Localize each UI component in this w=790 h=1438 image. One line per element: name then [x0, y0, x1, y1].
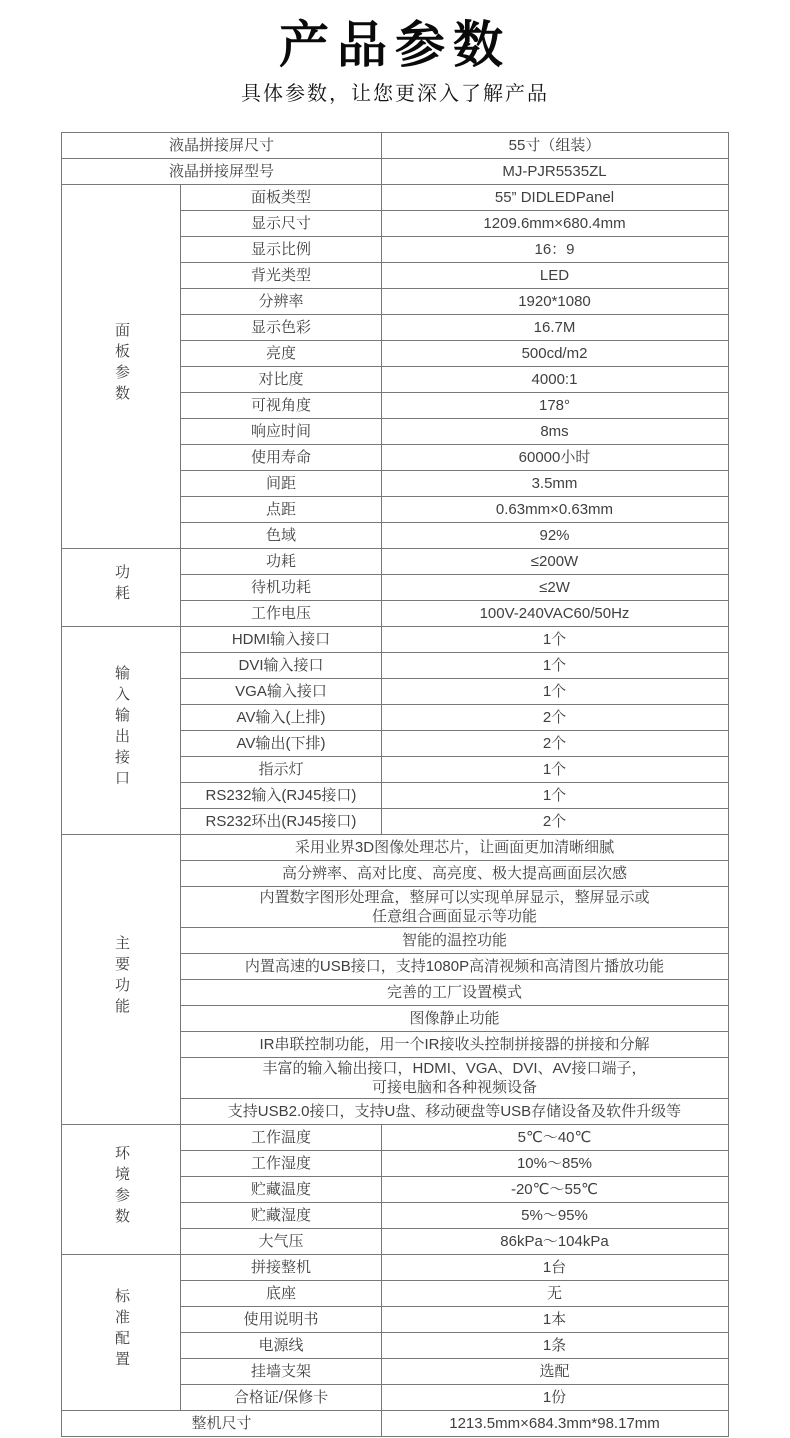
- table-row: [62, 1125, 728, 1151]
- param-value: 60000小时: [381, 445, 728, 471]
- feature-text: 图像静止功能: [181, 1006, 728, 1032]
- param-label: 工作电压: [181, 601, 381, 627]
- param-label: 响应时间: [181, 419, 381, 445]
- param-label: 功耗: [181, 549, 381, 575]
- param-label: 对比度: [181, 367, 381, 393]
- feature-text: 支持USB2.0接口，支持U盘、移动硬盘等USB存储设备及软件升级等: [181, 1099, 728, 1125]
- param-label: 电源线: [181, 1333, 381, 1359]
- param-value: 2个: [381, 731, 728, 757]
- param-label: 指示灯: [181, 757, 381, 783]
- param-value: 178°: [381, 393, 728, 419]
- param-value: 选配: [381, 1359, 728, 1385]
- param-value: 92%: [381, 523, 728, 549]
- param-value: 1209.6mm×680.4mm: [381, 211, 728, 237]
- table-row: [62, 549, 728, 575]
- table-row: [62, 159, 728, 185]
- param-label: 背光类型: [181, 263, 381, 289]
- table-row: [62, 1411, 728, 1437]
- param-label: 拼接整机: [181, 1255, 381, 1281]
- param-value: 55” DIDLEDPanel: [381, 185, 728, 211]
- param-label: 底座: [181, 1281, 381, 1307]
- param-label: 显示色彩: [181, 315, 381, 341]
- param-value: 无: [381, 1281, 728, 1307]
- section-label: 输入输出接口: [112, 665, 130, 791]
- table-row: [62, 133, 728, 159]
- param-value: 5%～95%: [381, 1203, 728, 1229]
- param-value: 1份: [381, 1385, 728, 1411]
- param-value: 1213.5mm×684.3mm*98.17mm: [381, 1411, 728, 1437]
- section-label-cell: [62, 1125, 181, 1255]
- param-value: LED: [381, 263, 728, 289]
- feature-text: 内置数字图形处理盒，整屏可以实现单屏显示，整屏显示或 任意组合画面显示等功能: [181, 887, 728, 928]
- param-label: 液晶拼接屏型号: [62, 159, 381, 185]
- param-value: 500cd/m2: [381, 341, 728, 367]
- param-label: 显示比例: [181, 237, 381, 263]
- param-value: ≤200W: [381, 549, 728, 575]
- param-label: RS232输入(RJ45接口): [181, 783, 381, 809]
- param-label: 液晶拼接屏尺寸: [62, 133, 381, 159]
- feature-text: 高分辨率、高对比度、高亮度、极大提高画面层次感: [181, 861, 728, 887]
- param-value: 16：9: [381, 237, 728, 263]
- page-title: 产品参数: [279, 17, 511, 73]
- feature-text: 智能的温控功能: [181, 928, 728, 954]
- param-value: MJ-PJR5535ZL: [381, 159, 728, 185]
- param-value: 2个: [381, 809, 728, 835]
- param-label: 挂墙支架: [181, 1359, 381, 1385]
- param-value: 1条: [381, 1333, 728, 1359]
- param-value: 86kPa～104kPa: [381, 1229, 728, 1255]
- table-row: [62, 1255, 728, 1281]
- section-label-cell: [62, 1255, 181, 1411]
- param-label: VGA输入接口: [181, 679, 381, 705]
- section-label: 面板参数: [112, 322, 130, 406]
- table-row: [62, 627, 728, 653]
- section-label: 标准配置: [112, 1288, 130, 1372]
- param-value: -20℃～55℃: [381, 1177, 728, 1203]
- param-value: 1本: [381, 1307, 728, 1333]
- param-value: 1台: [381, 1255, 728, 1281]
- param-label: 显示尺寸: [181, 211, 381, 237]
- param-label: 工作湿度: [181, 1151, 381, 1177]
- param-label: HDMI输入接口: [181, 627, 381, 653]
- feature-text: 丰富的输入输出接口，HDMI、VGA、DVI、AV接口端子， 可接电脑和各种视频设备: [181, 1058, 728, 1099]
- param-label: 色域: [181, 523, 381, 549]
- section-label-cell: [62, 185, 181, 549]
- param-value: 2个: [381, 705, 728, 731]
- param-value: 1个: [381, 679, 728, 705]
- param-label: AV输出(下排): [181, 731, 381, 757]
- table-row: [62, 185, 728, 211]
- param-value: 1个: [381, 627, 728, 653]
- feature-text: 内置高速的USB接口，支持1080P高清视频和高清图片播放功能: [181, 954, 728, 980]
- param-label: 分辨率: [181, 289, 381, 315]
- table-row: [62, 835, 728, 861]
- param-value: 1个: [381, 783, 728, 809]
- section-label: 功耗: [112, 564, 130, 606]
- section-label-cell: [62, 835, 181, 1125]
- section-label: 环境参数: [112, 1145, 130, 1229]
- spec-table: [61, 132, 728, 1437]
- param-label: 整机尺寸: [62, 1411, 381, 1437]
- param-value: 3.5mm: [381, 471, 728, 497]
- section-label: 主要功能: [112, 935, 130, 1019]
- param-value: 1个: [381, 653, 728, 679]
- param-label: DVI输入接口: [181, 653, 381, 679]
- param-value: ≤2W: [381, 575, 728, 601]
- param-label: RS232环出(RJ45接口): [181, 809, 381, 835]
- param-value: 10%～85%: [381, 1151, 728, 1177]
- param-value: 8ms: [381, 419, 728, 445]
- param-label: 面板类型: [181, 185, 381, 211]
- feature-text: IR串联控制功能，用一个IR接收头控制拼接器的拼接和分解: [181, 1032, 728, 1058]
- param-label: AV输入(上排): [181, 705, 381, 731]
- param-value: 1个: [381, 757, 728, 783]
- param-label: 使用寿命: [181, 445, 381, 471]
- param-value: 16.7M: [381, 315, 728, 341]
- param-value: 0.63mm×0.63mm: [381, 497, 728, 523]
- param-label: 贮藏湿度: [181, 1203, 381, 1229]
- param-label: 贮藏温度: [181, 1177, 381, 1203]
- page-header: [0, 18, 790, 106]
- param-label: 点距: [181, 497, 381, 523]
- param-label: 间距: [181, 471, 381, 497]
- feature-text: 完善的工厂设置模式: [181, 980, 728, 1006]
- param-label: 待机功耗: [181, 575, 381, 601]
- param-value: 100V-240VAC60/50Hz: [381, 601, 728, 627]
- param-label: 合格证/保修卡: [181, 1385, 381, 1411]
- feature-text: 采用业界3D图像处理芯片，让画面更加清晰细腻: [181, 835, 728, 861]
- param-value: 1920*1080: [381, 289, 728, 315]
- section-label-cell: [62, 627, 181, 835]
- param-label: 工作温度: [181, 1125, 381, 1151]
- param-label: 大气压: [181, 1229, 381, 1255]
- param-value: 55寸（组装）: [381, 133, 728, 159]
- page-subtitle: 具体参数，让您更深入了解产品: [241, 83, 549, 105]
- param-value: 5℃～40℃: [381, 1125, 728, 1151]
- param-label: 使用说明书: [181, 1307, 381, 1333]
- section-label-cell: [62, 549, 181, 627]
- param-value: 4000:1: [381, 367, 728, 393]
- param-label: 亮度: [181, 341, 381, 367]
- param-label: 可视角度: [181, 393, 381, 419]
